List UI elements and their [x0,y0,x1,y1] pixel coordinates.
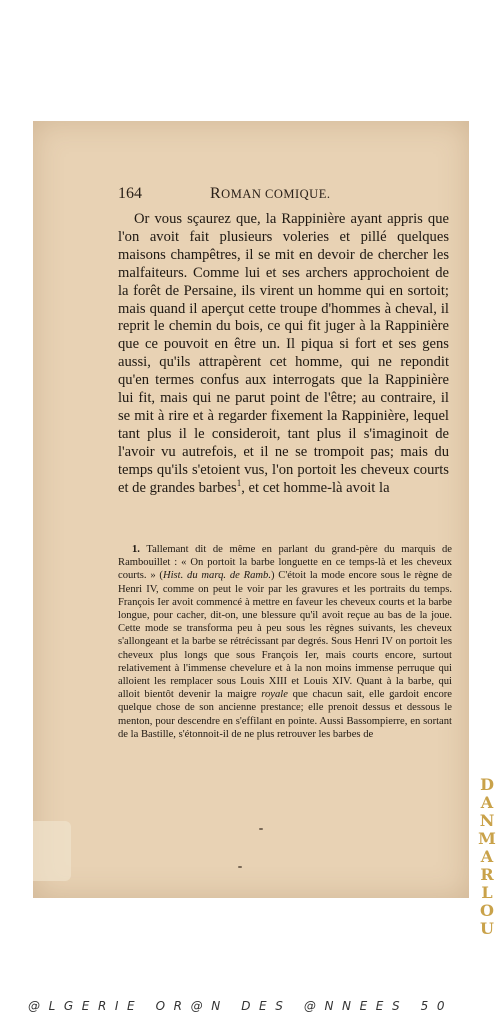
page-number: 164 [118,185,142,202]
running-title [210,185,330,203]
footnote [118,543,452,741]
body-paragraph [118,211,449,498]
footnote-text-1: Tallemant dit de même en parlant du grand-père du marquis de Rambouillet : « On portoit la barbe longuette en ce temps-là et les cheveux courts. » ( [118,544,452,582]
book-page [33,121,469,898]
footnote-italic-word: royale [261,689,288,701]
body-text: Or vous sçaurez que, la Rappinière ayant appris que l'on avoit fait plusieurs voleries et pillé quelques maisons champêtres, il se mit en devoir de chercher les malfaiteurs. Comme lui et ses archers approchoient de la forêt de Persaine, ils virent un homme qui en sortoit; mais quand il aperçut cette troupe d'hommes à cheval, il reprit le chemin du bois, ce qui fit juger à la Rappinière que ce pouvoit en être un. Il piqua si fort et ses gens aussi, qu'ils attrapèrent cet homme, qui ne repondit qu'en termes confus aux interrogats que la Rappinière lui fit, mais qui ne parut point de l'être; au contraire, il se mit à rire et à regarder fixement la Rappinière, lequel tant plus il le consideroit, tant plus il s'imaginoit de l'avoir vu autrefois, et il ne se trompoit pas; mais du temps qu'ils s'etoient vus, l'on portoit les cheveux courts et de grandes barbes [118,211,449,496]
body-text-end: , et cet homme-là avoit la [241,479,390,496]
paper-speck [238,866,242,868]
footnote-number: 1. [132,544,140,555]
page-edge-stain [33,821,71,881]
paper-speck [259,828,263,830]
running-title-initial: R [210,185,222,202]
watermark-bottom: @LGERIE OR@N DES @NNEES 50 [28,999,454,1013]
footnote-text-3: que chacun sait, elle gardoit encore quelque chose de son ancienne prestance; elle prenoit dessus et dessous le menton, pour descendre en s'effilant en pointe. Aussi Bassompierre, en sortant de la Bastille, s'étonnoit-il de ne plus retrouver les barbes de [118,689,452,740]
running-title-rest: OMAN COMIQUE. [221,187,331,201]
watermark-vertical: DANMARLOU [478,775,496,938]
footnote-citation: Hist. du marq. de Ramb. [162,570,271,582]
footnote-reference: 1 [236,477,242,488]
footnote-text-2: ) C'étoit la mode encore sous le règne de Henri IV, comme on peut le voir par les gravures et les portraits du temps. François Ier avoit commencé à mettre en faveur les cheveux courts et la barbe longue, pour cacher, dit-on, une blessure qu'il avoit reçue au bas de la joue. Cette mode se transforma peu à peu sous les règnes suivants, les cheveux s'allongeant et la barbe se rétrécissant par degrés. Sous Henri IV on portoit les cheveux plus longs que sous François Ier, mais courts encore, surtout relativement à l'immense chevelure et à la non moins immense perruque qui alloient les remplacer sous Louis XIII et Louis XIV. Quant à la barbe, qui alloit bientôt devenir la maigre [118,570,452,701]
page-header [118,185,453,207]
